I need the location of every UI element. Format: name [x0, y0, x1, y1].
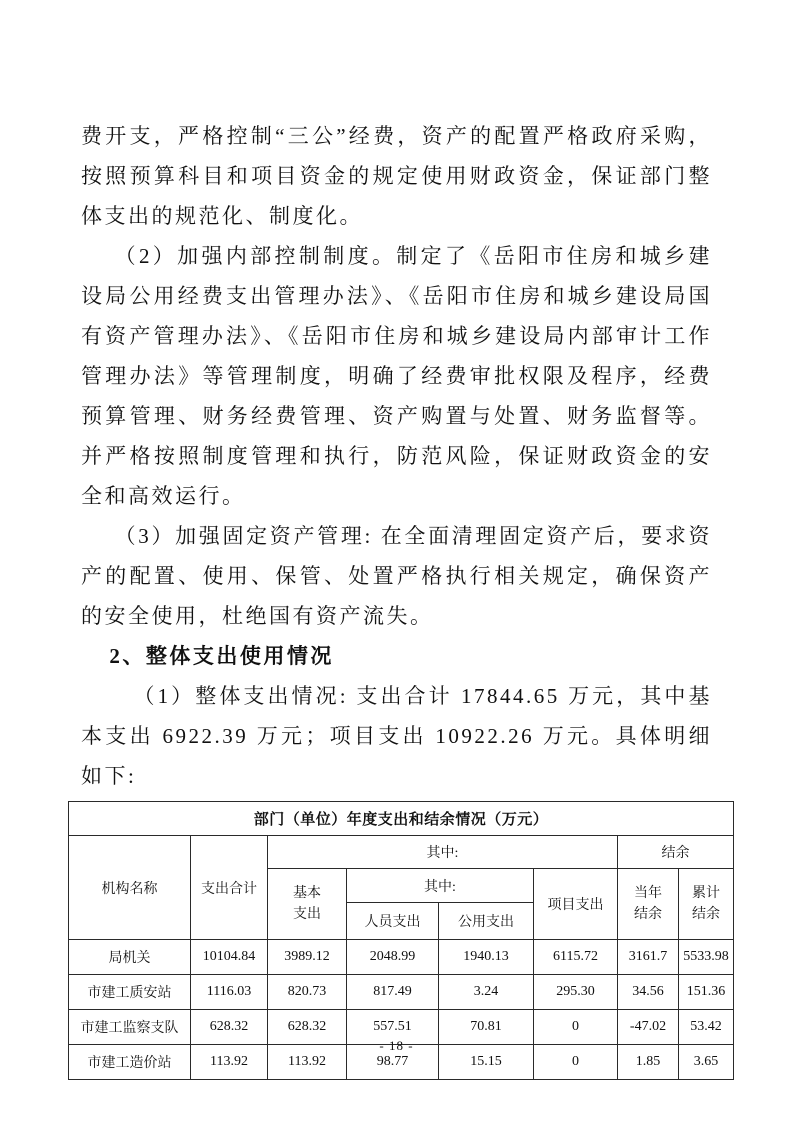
- table-cell: 628.32: [191, 1010, 268, 1045]
- current-year-balance-label: 当年结余: [634, 886, 662, 922]
- table-cell: 113.92: [191, 1045, 268, 1080]
- table-row: [69, 975, 734, 1010]
- table-cell: 5533.98: [679, 940, 734, 975]
- section-heading: 2、整体支出使用情况: [109, 644, 334, 668]
- table-cell: 3161.7: [618, 940, 679, 975]
- table-cell: -47.02: [618, 1010, 679, 1045]
- table-cell: 557.51: [347, 1010, 439, 1045]
- table-cell: 151.36: [679, 975, 734, 1010]
- table-cell: 53.42: [679, 1010, 734, 1045]
- table-cell: 70.81: [439, 1010, 534, 1045]
- table-cell: 3.24: [439, 975, 534, 1010]
- table-cell: 113.92: [268, 1045, 347, 1080]
- col-header-total-expenditure: 支出合计: [191, 836, 268, 940]
- org-name-cell: 局机关: [69, 940, 191, 975]
- table-cell: 295.30: [534, 975, 618, 1010]
- paragraph-internal-control: （2）加强内部控制制度。制定了《岳阳市住房和城乡建设局公用经费支出管理办法》、《岳阳市住房和城乡建设局国有资产管理办法》、《岳阳市住房和城乡建设局内部审计工作管理办法》等管理制度，明确了经费审批权限及程序，经费预算管理、财务经费管理、资产购置与处置、财务监督等。并严格按照制度管理和执行，防范风险，保证财政资金的安全和高效运行。: [81, 244, 712, 508]
- paragraph-overall-expenditure: （1）整体支出情况: 支出合计 17844.65 万元，其中基本支出 6922.39 万元；项目支出 10922.26 万元。具体明细如下:: [81, 684, 712, 788]
- table-title: 部门（单位）年度支出和结余情况（万元）: [69, 802, 734, 836]
- table-cell: 2048.99: [347, 940, 439, 975]
- basic-expenditure-label: 基本支出: [293, 886, 321, 922]
- table-cell: 1940.13: [439, 940, 534, 975]
- table-row: [69, 940, 734, 975]
- accumulated-balance-label: 累计结余: [692, 886, 720, 922]
- col-header-including-top: 其中:: [268, 836, 618, 869]
- table-cell: 817.49: [347, 975, 439, 1010]
- table-cell: 0: [534, 1010, 618, 1045]
- col-header-project-expenditure: 项目支出: [534, 869, 618, 940]
- table-cell: 628.32: [268, 1010, 347, 1045]
- table-cell: 98.77: [347, 1045, 439, 1080]
- col-header-balance: 结余: [618, 836, 734, 869]
- table-cell: 6115.72: [534, 940, 618, 975]
- col-header-basic-expenditure: [268, 869, 347, 940]
- table-cell: 1116.03: [191, 975, 268, 1010]
- col-header-public-expenditure: 公用支出: [439, 903, 534, 940]
- paragraph-continuation: 费开支，严格控制“三公”经费，资产的配置严格政府采购，按照预算科目和项目资金的规定使用财政资金，保证部门整体支出的规范化、制度化。: [81, 124, 712, 228]
- table-cell: 820.73: [268, 975, 347, 1010]
- col-header-accumulated-balance: [679, 869, 734, 940]
- table-cell: 3.65: [679, 1045, 734, 1080]
- table-cell: 3989.12: [268, 940, 347, 975]
- col-header-personnel-expenditure: 人员支出: [347, 903, 439, 940]
- table-cell: 34.56: [618, 975, 679, 1010]
- table-cell: 1.85: [618, 1045, 679, 1080]
- table-cell: 15.15: [439, 1045, 534, 1080]
- col-header-current-year-balance: [618, 869, 679, 940]
- org-name-cell: 市建工质安站: [69, 975, 191, 1010]
- table-cell: 0: [534, 1045, 618, 1080]
- col-header-org-name: 机构名称: [69, 836, 191, 940]
- org-name-cell: 市建工监察支队: [69, 1010, 191, 1045]
- org-name-cell: 市建工造价站: [69, 1045, 191, 1080]
- page-number: - 18 -: [379, 1038, 414, 1053]
- paragraph-fixed-assets: （3）加强固定资产管理: 在全面清理固定资产后，要求资产的配置、使用、保管、处置严格执行相关规定，确保资产的安全使用，杜绝国有资产流失。: [81, 524, 712, 628]
- col-header-including-sub: 其中:: [347, 869, 534, 903]
- table-cell: 10104.84: [191, 940, 268, 975]
